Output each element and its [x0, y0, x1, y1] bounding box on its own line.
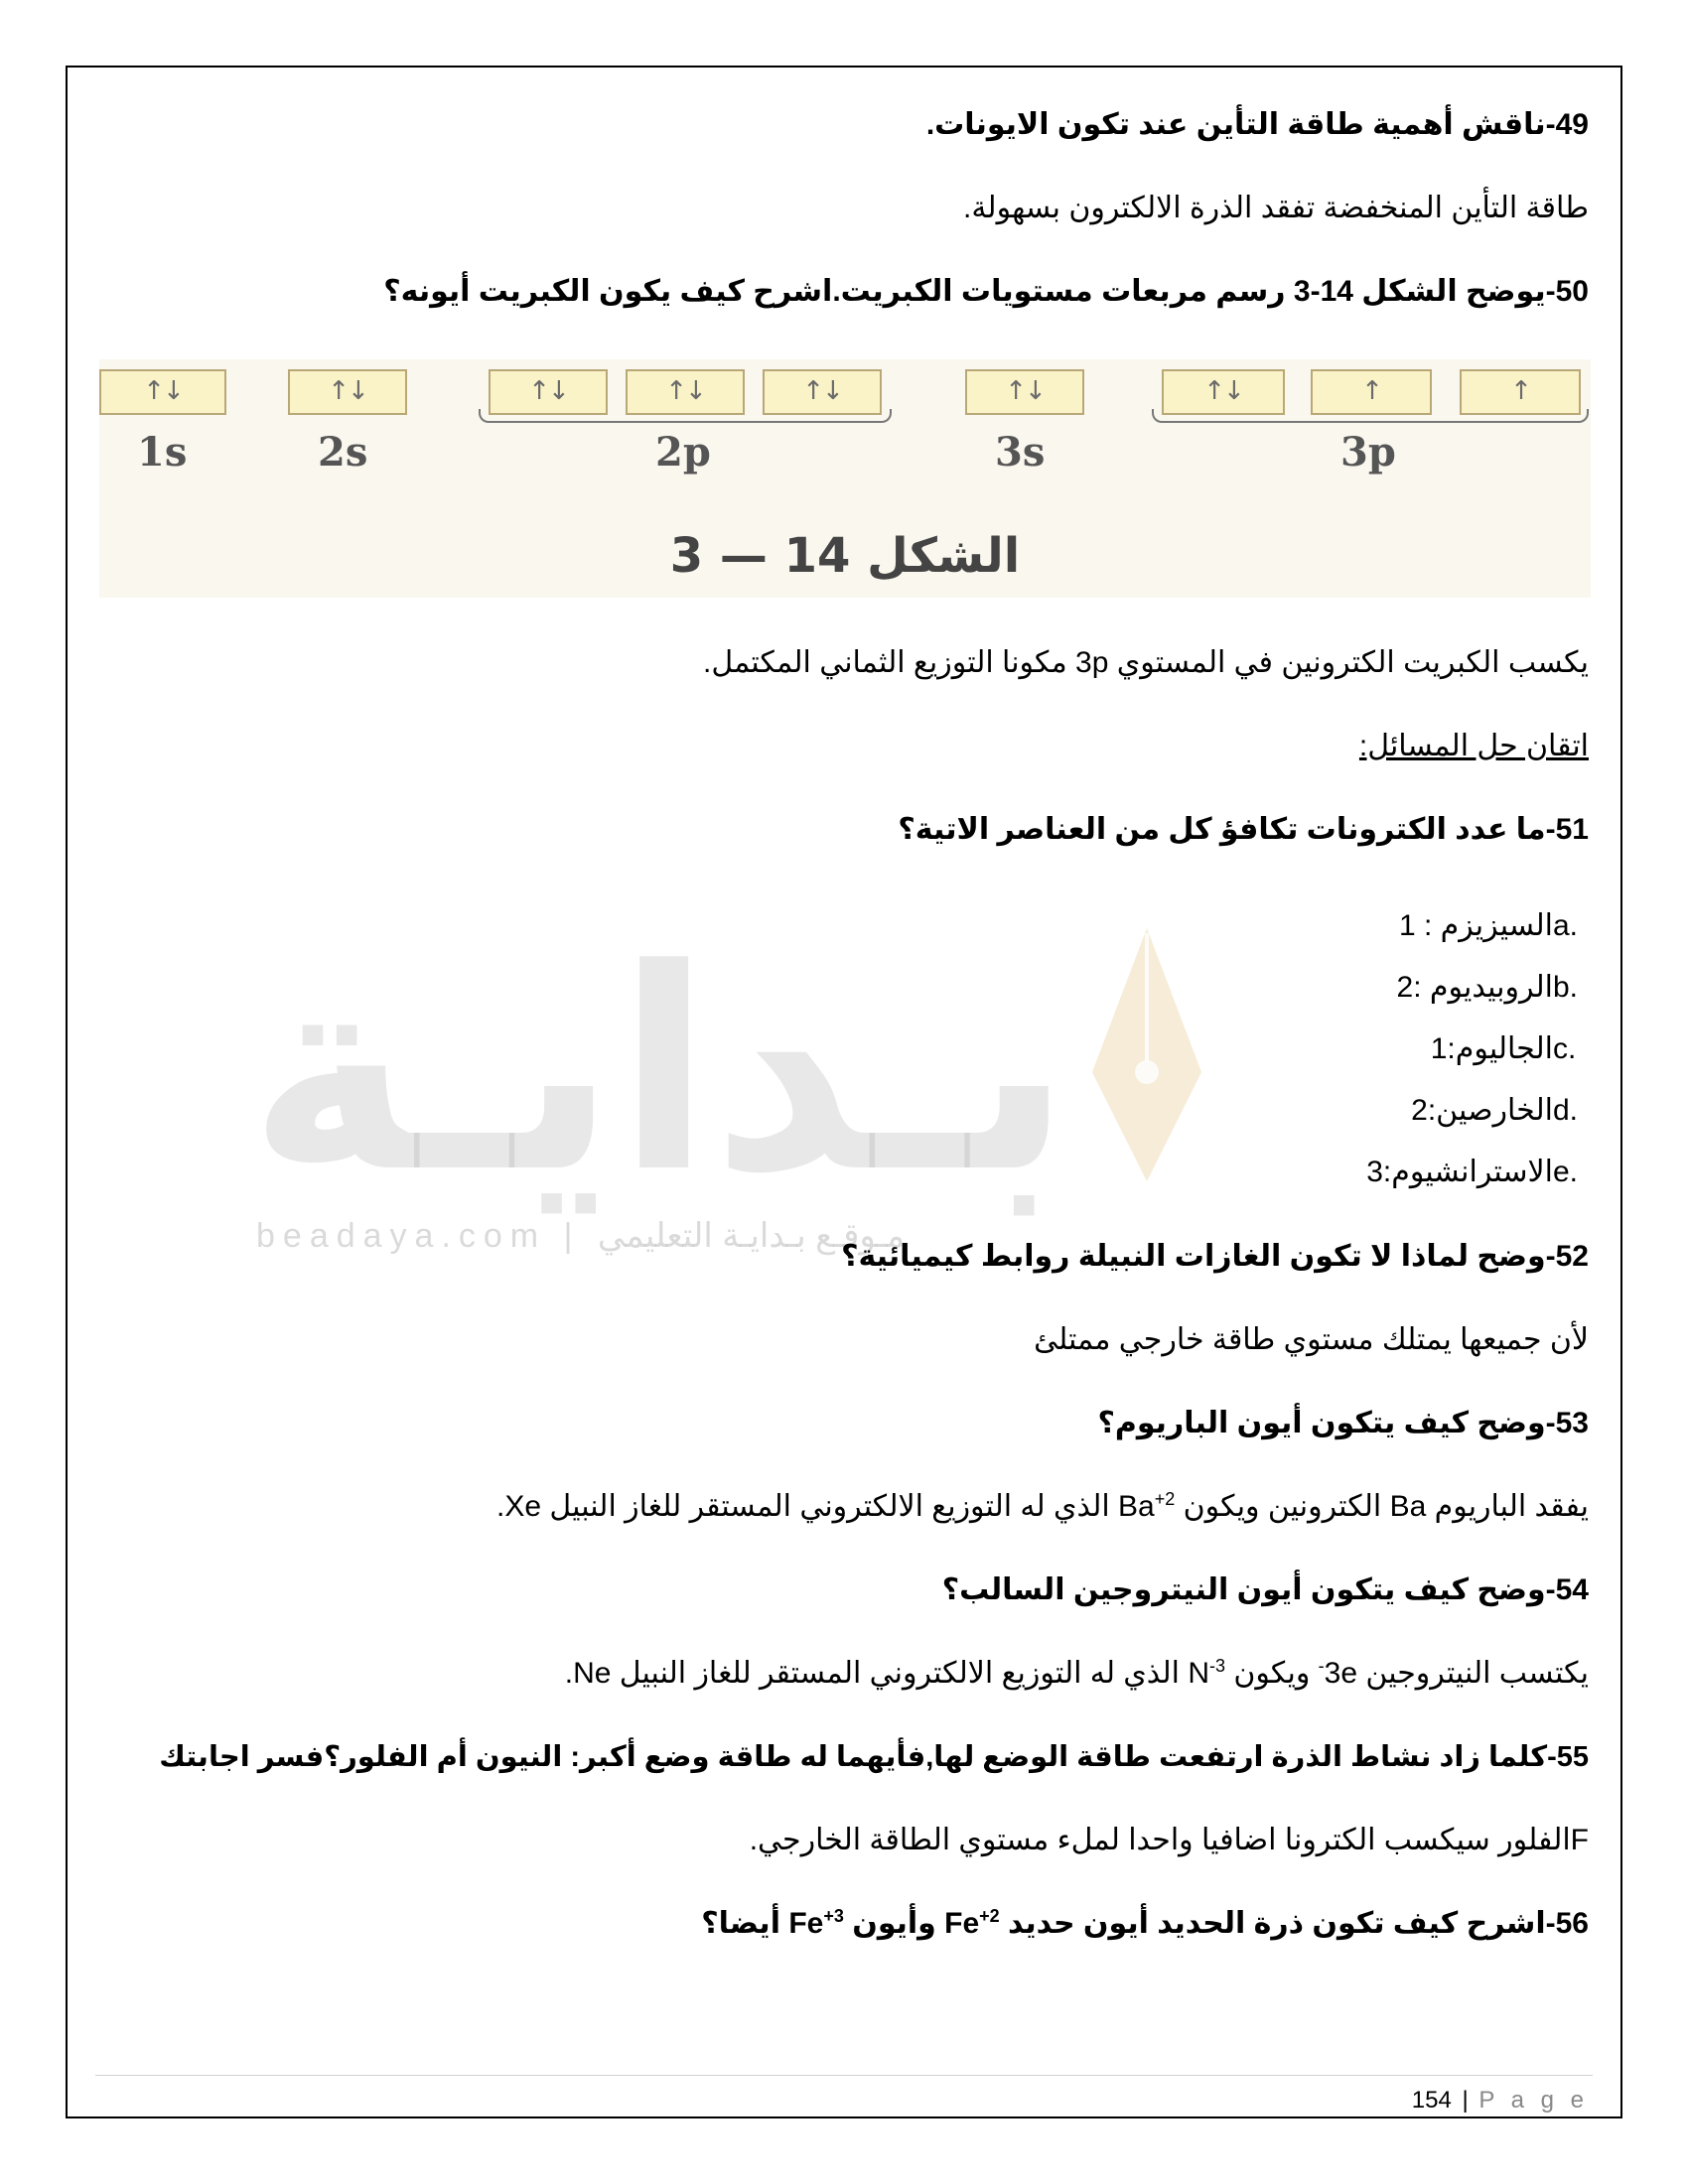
orbital-box: ↑↓	[1162, 369, 1285, 415]
list-marker: d.	[1553, 1094, 1579, 1127]
question-52: 52-وضح لماذا لا تكون الغازات النبيلة روابط كيميائية؟	[841, 1240, 1589, 1273]
page-footer	[1412, 2087, 1589, 2115]
list-item-text: الروبيديوم :2	[1396, 971, 1553, 1004]
footer-divider	[95, 2075, 1593, 2076]
orbital-box: ↑↓	[626, 369, 745, 415]
list-item	[1106, 1080, 1603, 1142]
section-heading: اتقان حل المسائل:	[1358, 730, 1589, 762]
list-item-text: الجاليوم:1	[1430, 1032, 1553, 1065]
list-item	[1106, 1019, 1603, 1080]
footer-separator: |	[1462, 2087, 1469, 2114]
list-marker: e.	[1553, 1156, 1579, 1188]
list-marker: a.	[1553, 909, 1579, 942]
question-50: 50-يوضح الشكل 14-3 رسم مربعات مستويات الكبريت.اشرح كيف يكون الكبريت أيونه؟	[383, 275, 1589, 308]
orbital-label: 2s	[318, 429, 368, 476]
list-item	[1106, 1142, 1603, 1203]
list-marker: c.	[1553, 1032, 1577, 1065]
orbital-box: ↑	[1311, 369, 1432, 415]
answer-53: يفقد الباريوم Ba الكترونين ويكون $Ba^{+2}$ الذي له التوزيع الالكتروني المستقر للغاز النبيل Xe.	[496, 1489, 1589, 1523]
question-55: 55-كلما زاد نشاط الذرة ارتفعت طاقة الوضع لها,فأيهما له طاقة وضع أكبر: النيون أم الفلور؟فسر اجابتك	[159, 1741, 1589, 1773]
orbital-label: 2p	[655, 429, 711, 476]
question-51: 51-ما عدد الكترونات تكافؤ كل من العناصر الاتية؟	[898, 813, 1589, 846]
brace-3p	[1152, 409, 1589, 423]
orbital-box: ↑↓	[288, 369, 407, 415]
orbital-box: ↑↓	[965, 369, 1084, 415]
answer-list-51	[1106, 895, 1603, 1203]
figure-caption: الشكل 14 — 3	[669, 528, 1021, 584]
list-item	[1106, 895, 1603, 957]
question-54: 54-وضح كيف يتكون أيون النيتروجين السالب؟	[941, 1573, 1589, 1606]
list-item-text: الاسترانشيوم:3	[1366, 1156, 1553, 1188]
orbital-label: 3s	[995, 429, 1046, 476]
answer-49: طاقة التأين المنخفضة تفقد الذرة الالكترون بسهولة.	[963, 192, 1589, 224]
list-item	[1106, 957, 1603, 1019]
orbital-diagram	[99, 359, 1591, 598]
watermark-logo: بـدايـة	[248, 917, 1072, 1227]
question-53: 53-وضح كيف يتكون أيون الباريوم؟	[1097, 1407, 1589, 1439]
question-49: 49-ناقش أهمية طاقة التأين عند تكون الايونات.	[925, 108, 1589, 141]
answer-52: لأن جميعها يمتلك مستوي طاقة خارجي ممتلئ	[1034, 1323, 1589, 1356]
orbital-box: ↑↓	[763, 369, 882, 415]
question-56: 56-اشرح كيف تكون ذرة الحديد أيون حديد $Fe^{+2}$ وأيون $Fe^{+3}$ أيضا؟	[701, 1906, 1589, 1940]
answer-55: Fالفلور سيكسب الكترونا اضافيا واحدا لملء مستوي الطاقة الخارجي.	[749, 1824, 1589, 1856]
answer-54: يكتسب النيتروجين ‎3e- ويكون $N^{-3}$ الذي له التوزيع الالكتروني المستقر للغاز النبيل Ne.	[564, 1656, 1589, 1690]
watermark-subtitle: beadaya.com | مـوقـع بـدايـة التعليمي	[256, 1217, 906, 1255]
answer-50: يكسب الكبريت الكترونين في المستوي 3p مكونا التوزيع الثماني المكتمل.	[703, 646, 1589, 679]
orbital-label: 3p	[1340, 429, 1396, 476]
page-number: 154	[1411, 2087, 1452, 2114]
list-marker: b.	[1553, 971, 1579, 1004]
orbital-box: ↑↓	[489, 369, 608, 415]
list-item-text: الخارصين:2	[1411, 1094, 1553, 1127]
orbital-box: ↑↓	[99, 369, 226, 415]
page-label: P a g e	[1478, 2087, 1589, 2114]
orbital-label: 1s	[137, 429, 188, 476]
brace-2p	[479, 409, 892, 423]
list-item-text: السيزيزم : 1	[1398, 909, 1553, 942]
orbital-box: ↑	[1460, 369, 1581, 415]
